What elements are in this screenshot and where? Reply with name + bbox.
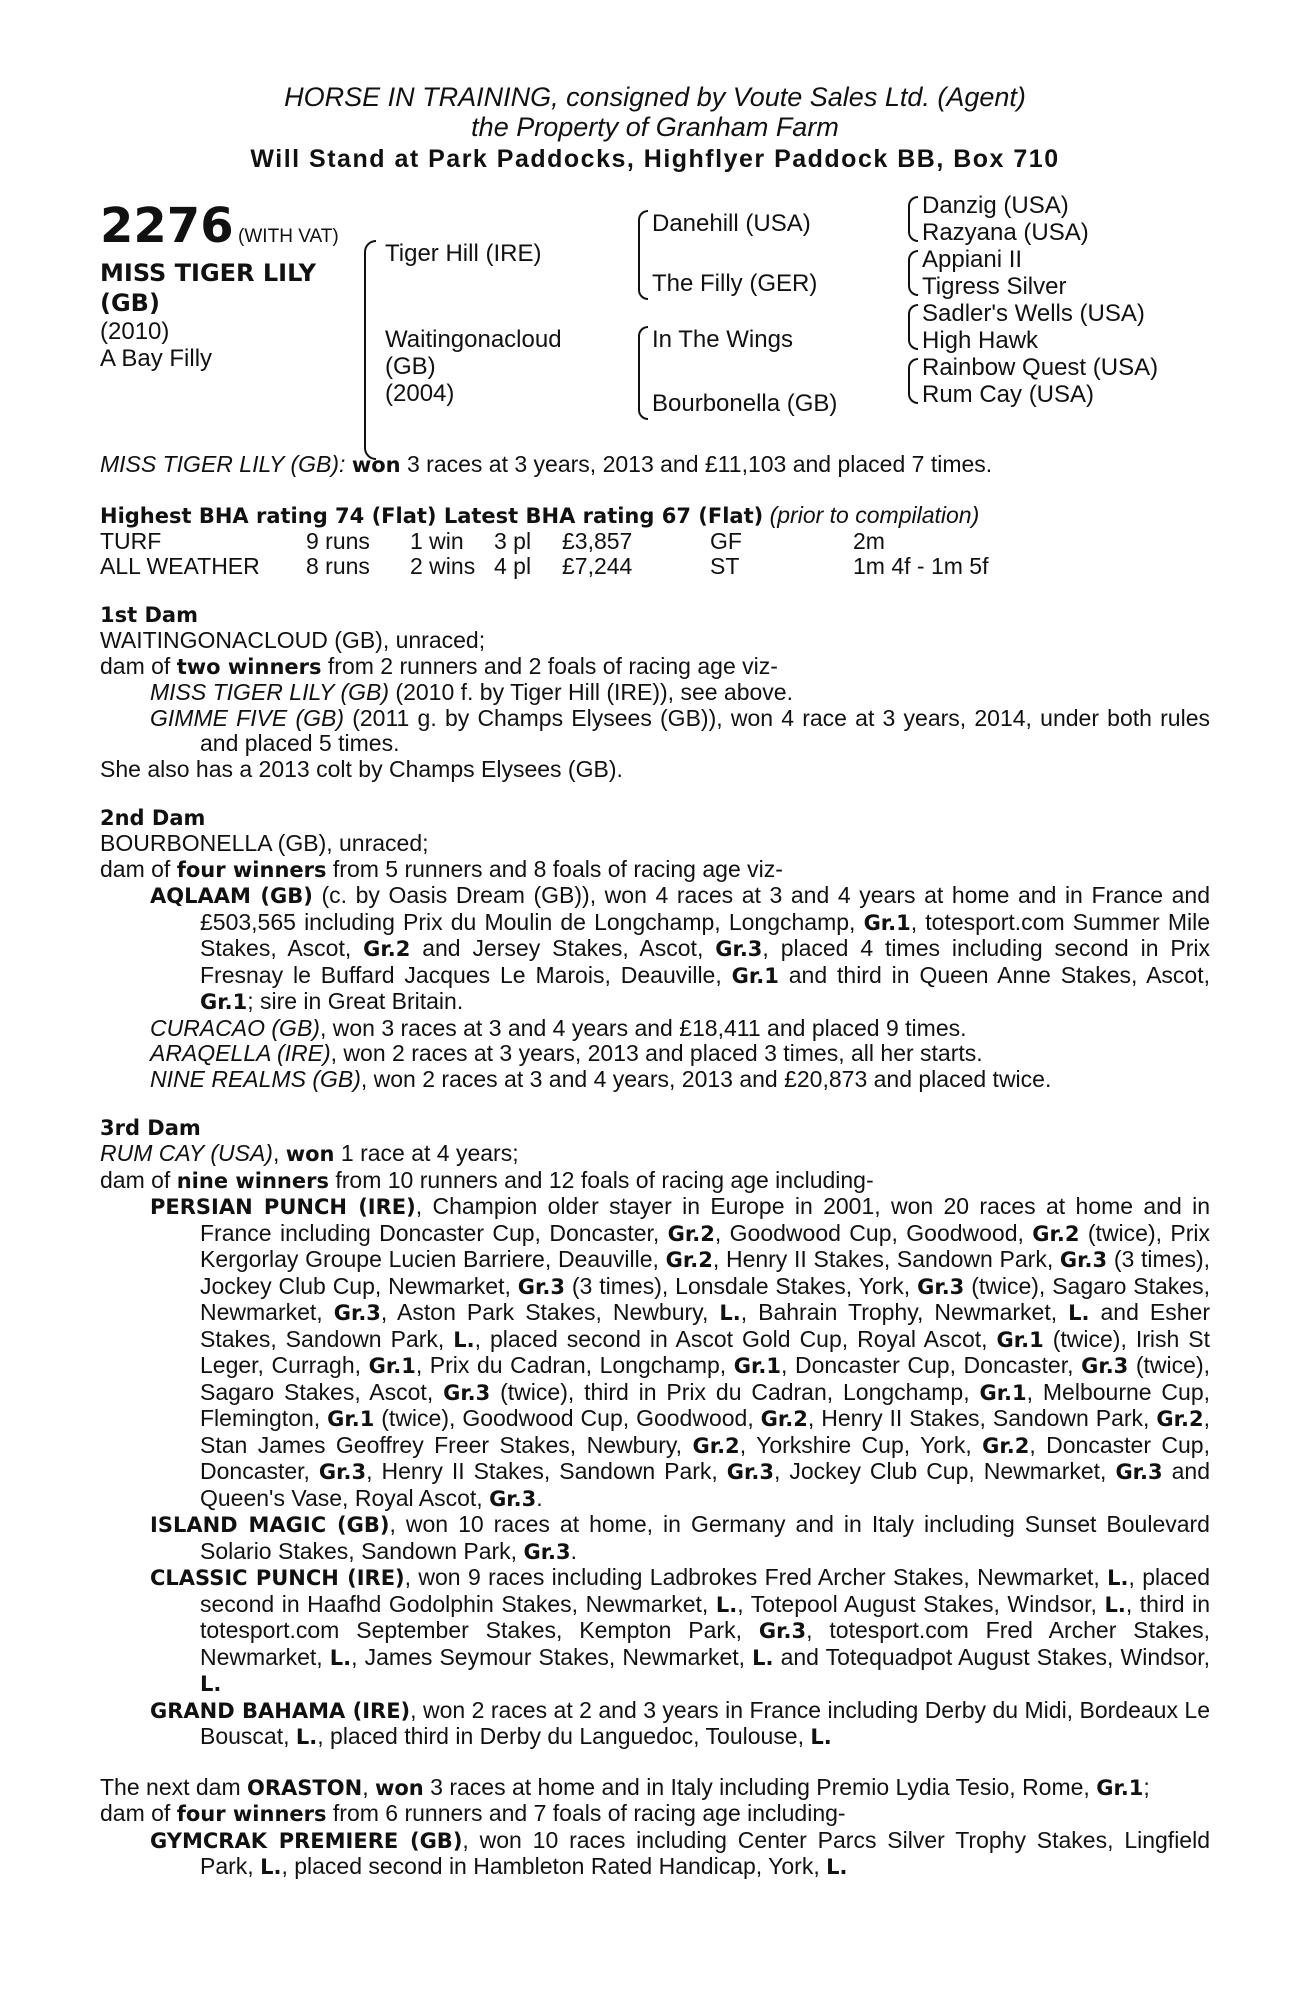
dam-dam: Bourbonella (GB)	[652, 390, 838, 417]
produce-entry: PERSIAN PUNCH (IRE), Champion older stayer in Europe in 2001, won 20 races at home and in France including Doncaster Cup, Doncaster, Gr.2, Goodwood Cup, Goodwood, Gr.2 (twice), Prix Kergorlay Groupe Lucien Barriere, Deauville, Gr.2, Henry II Stakes, Sandown Park, Gr.3 (3 times), Jockey Club Cup, Newmarket, Gr.3 (3 times), Lonsdale Stakes, York, Gr.3 (twice), Sagaro Stakes, Newmarket, Gr.3, Aston Park Stakes, Newbury, L., Bahrain Trophy, Newmarket, L. and Esher Stakes, Sandown Park, L., placed second in Ascot Gold Cup, Royal Ascot, Gr.1 (twice), Irish St Leger, Curragh, Gr.1, Prix du Cadran, Longchamp, Gr.1, Doncaster Cup, Doncaster, Gr.3 (twice), Sagaro Stakes, Ascot, Gr.3 (twice), third in Prix du Cadran, Longchamp, Gr.1, Melbourne Cup, Flemington, Gr.1 (twice), Goodwood Cup, Goodwood, Gr.2, Henry II Stakes, Sandown Park, Gr.2, Stan James Geoffrey Freer Stakes, Newbury, Gr.2, Yorkshire Cup, York, Gr.2, Doncaster Cup, Doncaster, Gr.3, Henry II Stakes, Sandown Park, Gr.3, Jockey Club Cup, Newmarket, Gr.3 and Queen's Vase, Royal Ascot, Gr.3.	[150, 1193, 1211, 1511]
section-heading: 2nd Dam	[100, 806, 206, 830]
sire-dam-sire: Appiani II	[922, 246, 1023, 273]
produce-entry: MISS TIGER LILY (GB) (2010 f. by Tiger Hill (IRE)), see above.	[150, 679, 793, 705]
dam-dam-dam: Rum Cay (USA)	[922, 381, 1095, 408]
dam-line2: (GB)	[385, 353, 436, 380]
dam-line1: Waitingonacloud	[385, 326, 562, 353]
section-heading: 3rd Dam	[100, 1116, 201, 1140]
location-line: Will Stand at Park Paddocks, Highflyer Paddock BB, Box 710	[250, 145, 1060, 173]
dam-sire: In The Wings	[652, 326, 793, 353]
sire-sire-sire: Danzig (USA)	[922, 192, 1069, 219]
produce-entry: CURACAO (GB), won 3 races at 3 and 4 years and £18,411 and placed 9 times.	[150, 1014, 967, 1041]
first-dam-section: 1st Dam WAITINGONACLOUD (GB), unraced; dam of two winners from 2 runners and 2 foals of racing age viz- MISS TIGER LILY (GB) (2010 f. by Tiger Hill (IRE)), see above. GIMME FIVE (GB) (2011 g. by Champs Elysees (GB)), won 4 race at 3 years, 2014, under both rules and placed 5 times. She also has a 2013 colt by Champs Elysees (GB).	[100, 603, 1210, 782]
produce-entry: CLASSIC PUNCH (IRE), won 9 races including Ladbrokes Fred Archer Stakes, Newmarket, L., placed second in Haafhd Godolphin Stakes, Newmarket, L., Totepool August Stakes, Windsor, L., third in totesport.com September Stakes, Kempton Park, Gr.3, totesport.com Fred Archer Stakes, Newmarket, L., James Seymour Stakes, Newmarket, L. and Totequadpot August Stakes, Windsor, L.	[150, 1564, 1210, 1696]
dam-sire-sire: Sadler's Wells (USA)	[922, 300, 1145, 327]
sire-dam: The Filly (GER)	[652, 270, 818, 297]
produce-entry: NINE REALMS (GB), won 2 races at 3 and 4 years, 2013 and £20,873 and placed twice.	[150, 1065, 1052, 1092]
catalogue-page	[100, 82, 1210, 1881]
stats-row-turf: TURF 9 runs 1 win 3 pl £3,857 GF 2m	[100, 528, 885, 554]
vat-note: (WITH VAT)	[238, 226, 339, 247]
second-dam-section: 2nd Dam BOURBONELLA (GB), unraced; dam of four winners from 5 runners and 8 foals of racing age viz- AQLAAM (GB) (c. by Oasis Dream (GB)), won 4 races at 3 and 4 years at home and in France and £503,565 including Prix du Moulin de Longchamp, Longchamp, Gr.1, totesport.com Summer Mile Stakes, Ascot, Gr.2 and Jersey Stakes, Ascot, Gr.3, placed 4 times including second in Prix Fresnay le Buffard Jacques Le Marois, Deauville, Gr.1 and third in Queen Anne Stakes, Ascot, Gr.1; sire in Great Britain. CURACAO (GB), won 3 races at 3 and 4 years and £18,411 and placed 9 times. ARAQELLA (IRE), won 2 races at 3 years, 2013 and placed 3 times, all her starts. NINE REALMS (GB), won 2 races at 3 and 4 years, 2013 and £20,873 and placed twice.	[100, 806, 1211, 1092]
stats-row-all-weather: ALL WEATHER 8 runs 2 wins 4 pl £7,244 ST 1m 4f - 1m 5f	[100, 553, 989, 579]
pedigree-bracket	[908, 358, 918, 404]
dam-dam-sire: Rainbow Quest (USA)	[922, 354, 1159, 381]
ratings-headline: Highest BHA rating 74 (Flat) Latest BHA rating 67 (Flat)	[100, 503, 764, 528]
pedigree-bracket	[638, 210, 648, 300]
sire-sire: Danehill (USA)	[652, 210, 811, 237]
pedigree-bracket	[638, 326, 648, 420]
dam-line3: (2004)	[385, 380, 455, 407]
horse-description: A Bay Filly	[100, 345, 213, 372]
page-header	[100, 82, 1210, 176]
next-dam-section: The next dam ORASTON, won 3 races at home and in Italy including Premio Lydia Tesio, Rome, Gr.1; dam of four winners from 6 runners and 7 foals of racing age including- GYMCRAK PREMIERE (GB), won 10 races including Center Parcs Silver Trophy Stakes, Lingfield Park, L., placed second in Hambleton Rated Handicap, York, L.	[100, 1773, 1210, 1879]
produce-entry: GRAND BAHAMA (IRE), won 2 races at 2 and 3 years in France including Derby du Midi, Bordeaux Le Bouscat, L., placed third in Derby du Languedoc, Toulouse, L.	[150, 1696, 1210, 1749]
produce-entry: AQLAAM (GB) (c. by Oasis Dream (GB)), won 4 races at 3 and 4 years at home and in France and £503,565 including Prix du Moulin de Longchamp, Longchamp, Gr.1, totesport.com Summer Mile Stakes, Ascot, Gr.2 and Jersey Stakes, Ascot, Gr.3, placed 4 times including second in Prix Fresnay le Buffard Jacques Le Marois, Deauville, Gr.1 and third in Queen Anne Stakes, Ascot, Gr.1; sire in Great Britain.	[150, 882, 1211, 1014]
sire-dam-dam: Tigress Silver	[922, 273, 1067, 300]
section-heading: 1st Dam	[100, 603, 198, 627]
lot-number: 2276	[100, 198, 234, 254]
property-line: the Property of Granham Farm	[471, 112, 839, 142]
sire: Tiger Hill (IRE)	[385, 240, 542, 267]
pedigree-bracket	[908, 304, 918, 350]
dam-sire-dam: High Hawk	[922, 327, 1039, 354]
lot-number-block	[100, 200, 339, 252]
pedigree-bracket	[908, 196, 918, 242]
ratings-note: (prior to compilation)	[769, 501, 980, 528]
pedigree-block	[100, 192, 1210, 452]
sire-sire-dam: Razyana (USA)	[922, 219, 1089, 246]
ratings-section	[100, 503, 1210, 580]
produce-entry: ISLAND MAGIC (GB), won 10 races at home, in Germany and in Italy including Sunset Boulevard Solario Stakes, Sandown Park, Gr.3.	[150, 1511, 1210, 1564]
pedigree-bracket	[364, 240, 376, 460]
horse-name: MISS TIGER LILY (GB)	[100, 259, 317, 317]
produce-entry: ARAQELLA (IRE), won 2 races at 3 years, 2013 and placed 3 times, all her starts.	[150, 1040, 983, 1066]
pedigree-bracket	[908, 250, 918, 296]
produce-entry: GIMME FIVE (GB) (2011 g. by Champs Elysees (GB)), won 4 race at 3 years, 2014, under both rules and placed 5 times.	[150, 704, 1210, 756]
consignor-line: HORSE IN TRAINING, consigned by Voute Sales Ltd. (Agent)	[284, 82, 1026, 112]
race-summary: MISS TIGER LILY (GB): won 3 races at 3 years, 2013 and £11,103 and placed 7 times.	[100, 451, 993, 477]
produce-entry: GYMCRAK PREMIERE (GB), won 10 races including Center Parcs Silver Trophy Stakes, Lingfield Park, L., placed second in Hambleton Rated Handicap, York, L.	[150, 1826, 1210, 1879]
third-dam-section: 3rd Dam RUM CAY (USA), won 1 race at 4 years; dam of nine winners from 10 runners and 12 foals of racing age including- PERSIAN PUNCH (IRE), Champion older stayer in Europe in 2001, won 20 races at home and in France including Doncaster Cup, Doncaster, Gr.2, Goodwood Cup, Goodwood, Gr.2 (twice), Prix Kergorlay Groupe Lucien Barriere, Deauville, Gr.2, Henry II Stakes, Sandown Park, Gr.3 (3 times), Jockey Club Cup, Newmarket, Gr.3 (3 times), Lonsdale Stakes, York, Gr.3 (twice), Sagaro Stakes, Newmarket, Gr.3, Aston Park Stakes, Newbury, L., Bahrain Trophy, Newmarket, L. and Esher Stakes, Sandown Park, L., placed second in Ascot Gold Cup, Royal Ascot, Gr.1 (twice), Irish St Leger, Curragh, Gr.1, Prix du Cadran, Longchamp, Gr.1, Doncaster Cup, Doncaster, Gr.3 (twice), Sagaro Stakes, Ascot, Gr.3 (twice), third in Prix du Cadran, Longchamp, Gr.1, Melbourne Cup, Flemington, Gr.1 (twice), Goodwood Cup, Goodwood, Gr.2, Henry II Stakes, Sandown Park, Gr.2, Stan James Geoffrey Freer Stakes, Newbury, Gr.2, Yorkshire Cup, York, Gr.2, Doncaster Cup, Doncaster, Gr.3, Henry II Stakes, Sandown Park, Gr.3, Jockey Club Cup, Newmarket, Gr.3 and Queen's Vase, Royal Ascot, Gr.3. ISLAND MAGIC (GB), won 10 races at home, in Germany and in Italy including Sunset Boulevard Solario Stakes, Sandown Park, Gr.3. CLASSIC PUNCH (IRE), won 9 races including Ladbrokes Fred Archer Stakes, Newmarket, L., placed second in Haafhd Godolphin Stakes, Newmarket, L., Totepool August Stakes, Windsor, L., third in totesport.com September Stakes, Kempton Park, Gr.3, totesport.com Fred Archer Stakes, Newmarket, L., James Seymour Stakes, Newmarket, L. and Totequadpot August Stakes, Windsor, L. GRAND BAHAMA (IRE), won 2 races at 2 and 3 years in France including Derby du Midi, Bordeaux Le Bouscat, L., placed third in Derby du Languedoc, Toulouse, L.	[100, 1116, 1211, 1749]
horse-year: (2010)	[100, 318, 170, 345]
